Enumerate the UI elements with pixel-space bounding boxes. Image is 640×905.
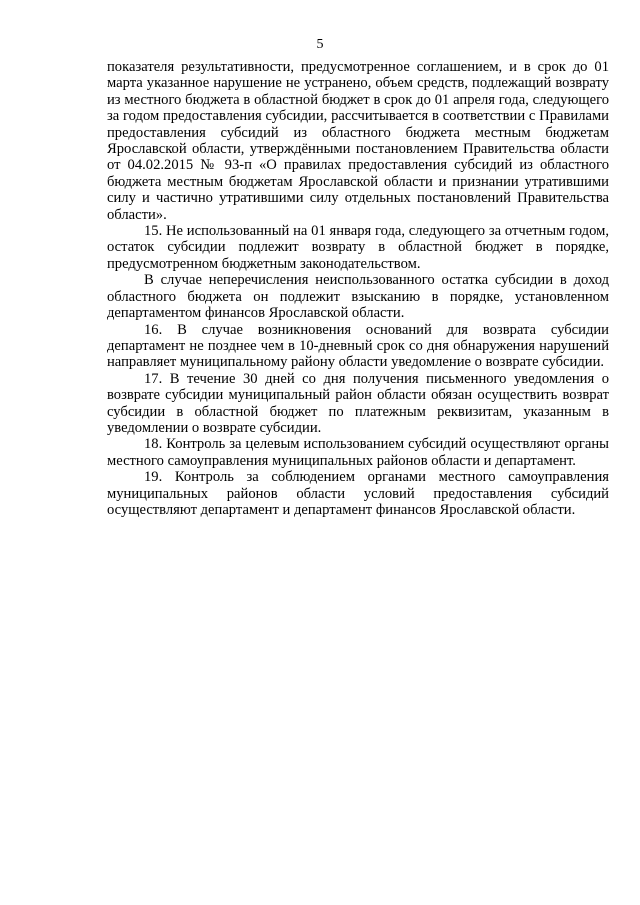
paragraph-item-17: 17. В течение 30 дней со дня получения письменного уведомления о возврате субсидии муниципальный район области обязан осуществить возврат субсидии в областной бюджет по платежным реквизитам, указанным в уведомлении о возврате субсидии. [107, 370, 609, 436]
paragraph-item-15: 15. Не использованный на 01 января года, следующего за отчетным годом, остаток субсидии подлежит возврату в областной бюджет в порядке, предусмотренном бюджетным законодательством. [107, 223, 609, 272]
document-body [107, 59, 609, 518]
paragraph-continuation: показателя результативности, предусмотренное соглашением, и в срок до 01 марта указанное нарушение не устранено, объем средств, подлежащий возврату из местного бюджета в областной бюджет в срок до 01 апреля года, следующего за годом предоставления субсидии, рассчитывается в соответствии с Правилами предоставления субсидий из областного бюджета местным бюджетам Ярославской области, утверждёнными постановлением Правительства области от 04.02.2015 № 93-п «О правилах предоставления субсидий из областного бюджета местным бюджетам Ярославской области и признании утратившими силу и частично утратившими силу отдельных постановлений Правительства области». [107, 59, 609, 223]
paragraph-non-transfer: В случае неперечисления неиспользованного остатка субсидии в доход областного бюджета он подлежит взысканию в порядке, установленном департаментом финансов Ярославской области. [107, 272, 609, 322]
paragraph-item-18: 18. Контроль за целевым использованием субсидий осуществляют органы местного самоуправления муниципальных районов области и департамент. [107, 436, 609, 469]
paragraph-item-16: 16. В случае возникновения оснований для возврата субсидии департамент не позднее чем в 10-дневный срок со дня обнаружения нарушений направляет муниципальному району области уведомление о возврате субсидии. [107, 321, 609, 371]
paragraph-item-19: 19. Контроль за соблюдением органами местного самоуправления муниципальных районов области условий предоставления субсидий осуществляют департамент и департамент финансов Ярославской области. [107, 469, 609, 518]
page-number: 5 [316, 37, 324, 52]
